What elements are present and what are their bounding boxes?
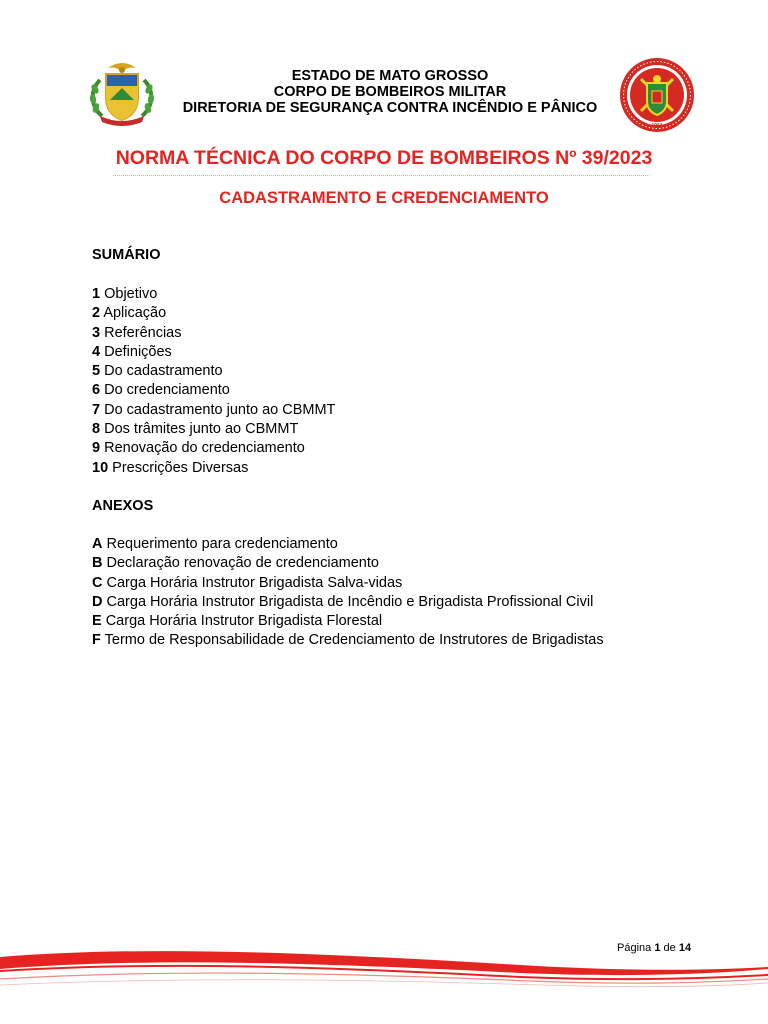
header-state: ESTADO DE MATO GROSSO <box>291 68 489 84</box>
document-header <box>150 68 630 116</box>
header-directorate: DIRETORIA DE SEGURANÇA CONTRA INCÊNDIO E PÂNICO <box>182 100 598 116</box>
list-item: 4 Definições <box>92 343 172 360</box>
list-item: 7 Do cadastramento junto ao CBMMT <box>92 401 336 418</box>
list-item: 3 Referências <box>92 324 182 341</box>
list-item: D Carga Horária Instrutor Brigadista de Incêndio e Brigadista Profissional Civil <box>92 593 594 610</box>
list-item: 8 Dos trâmites junto ao CBMMT <box>92 421 299 438</box>
list-item: E Carga Horária Instrutor Brigadista Florestal <box>92 613 383 630</box>
title-divider <box>113 175 650 176</box>
list-item: 6 Do credenciamento <box>92 382 230 399</box>
list-item: 10 Prescrições Diversas <box>92 459 249 476</box>
anexos-heading: ANEXOS <box>92 498 154 514</box>
page-number: Página 1 de 14 <box>617 942 692 954</box>
document-subtitle: CADASTRAMENTO E CREDENCIAMENTO <box>219 189 549 207</box>
list-item: F Termo de Responsabilidade de Credenciamento de Instrutores de Brigadistas <box>92 632 604 649</box>
list-item: 2 Aplicação <box>92 305 167 322</box>
mato-grosso-coat-of-arms-icon <box>86 56 158 126</box>
seal-year: 1964 <box>651 123 663 129</box>
document-title: NORMA TÉCNICA DO CORPO DE BOMBEIROS Nº 39/2023 <box>115 147 653 169</box>
list-item: 1 Objetivo <box>92 286 158 302</box>
list-item: A Requerimento para credenciamento <box>92 536 338 552</box>
list-item: 5 Do cadastramento <box>92 363 223 380</box>
list-item: 9 Renovação do credenciamento <box>92 440 305 457</box>
sumario-heading: SUMÁRIO <box>92 247 161 263</box>
header-corps: CORPO DE BOMBEIROS MILITAR <box>273 84 507 100</box>
anexos-list <box>92 535 604 651</box>
list-item: C Carga Horária Instrutor Brigadista Salva-vidas <box>92 574 403 591</box>
sumario-list <box>92 285 335 478</box>
list-item: B Declaração renovação de credenciamento <box>92 555 379 572</box>
fire-brigade-seal-icon <box>619 57 695 133</box>
